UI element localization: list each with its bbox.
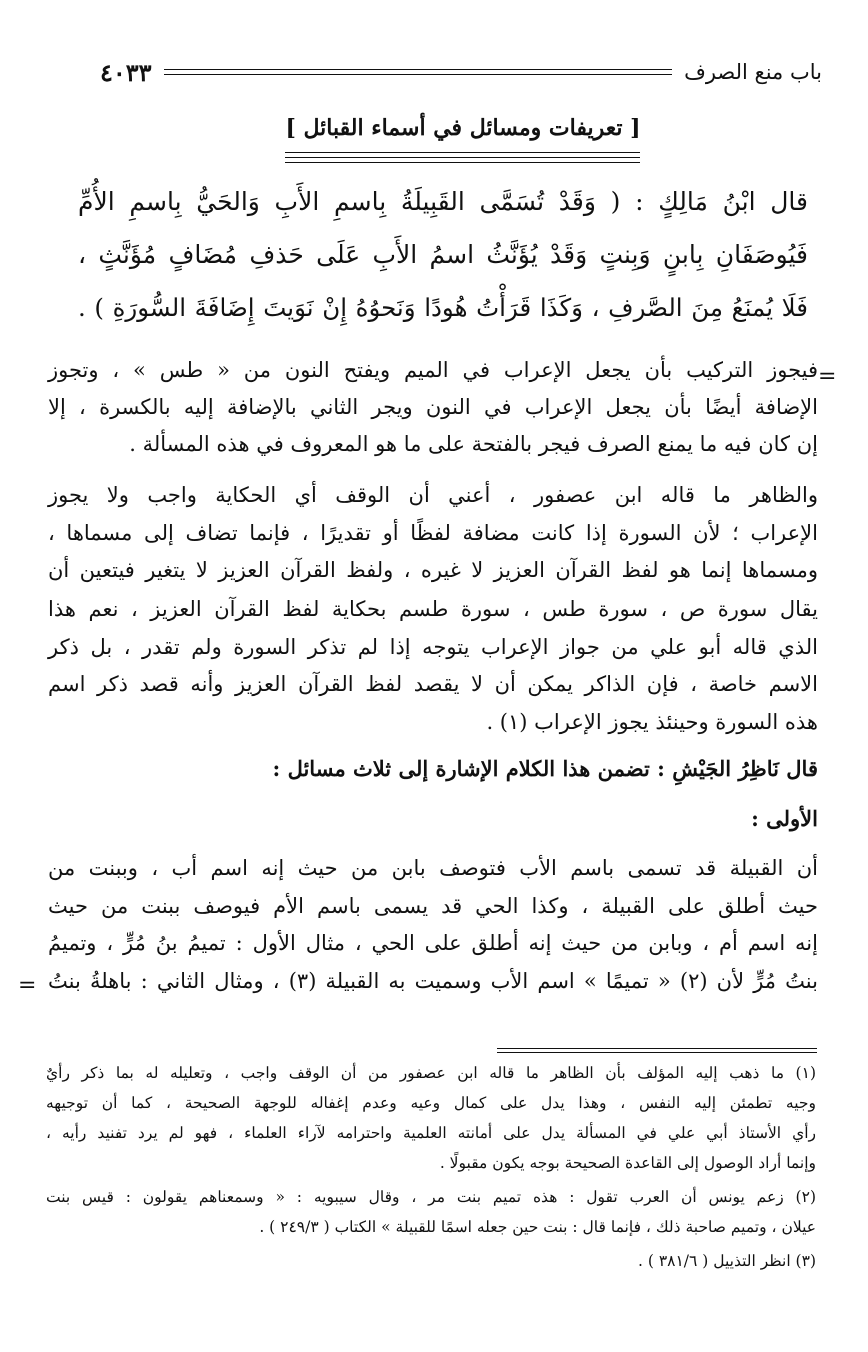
section-title-rule (285, 157, 640, 158)
body-line: بنتُ مُرٍّ لأن (٢) « تميمًا » اسم الأب وسميت به القبيلة (٣) ، ومثال الثاني : باهلةُ بنتُ (48, 969, 818, 993)
body-line: الذي قاله أبو علي من جواز الإعراب يتوجه إذا لم تذكر السورة ولم تقدر ، بل ذكر (48, 635, 818, 659)
body-line: الإضافة أيضًا بأن يجعل الإعراب في النون ويجر الثاني بالإضافة إليه بالكسرة ، إلا (48, 395, 818, 419)
footnote-line: (٣) انظر التذييل ( ٣٨١/٦ ) . (637, 1252, 816, 1270)
verse-line: فَيُوصَفَانِ بِابنٍ وَبِنتٍ وَقَدْ يُؤَنَّثُ اسمُ الأَبِ عَلَى حَذفِ مُضَافٍ مُؤَنَّثٍ ، (78, 240, 808, 269)
body-line: إن كان فيه ما يمنع الصرف فيجر بالفتحة على ما هو المعروف في هذه المسألة . (129, 432, 818, 456)
body-line: هذه السورة وحينئذ يجوز الإعراب (١) . (486, 710, 818, 734)
body-line: الإعراب ؛ لأن السورة إذا كانت مضافة لفظًا أو تقديرًا ، فإنما تضاف إلى مسماها ، (48, 521, 818, 545)
verse-line: قال ابْنُ مَالِكٍ : ( وَقَدْ تُسَمَّى القَبِيلَةُ بِاسمِ الأَبِ وَالحَيُّ بِاسمِ الأُمِّ (78, 187, 808, 216)
chapter-title: باب منع الصرف (684, 60, 822, 84)
footnote-line: وإنما أراد الوصول إلى القاعدة الصحيحة بوجه يكون مقبولًا . (439, 1154, 816, 1172)
footnote-line: رأي الأستاذ أبي علي في المسألة يدل على أمانته العلمية واحترامه لآراء العلماء ، فهو لم يرد تفنيد رأيه ، (46, 1124, 816, 1142)
continuation-mark: = (18, 973, 37, 998)
body-line: إنه اسم أم ، وبابن من حيث إنه أطلق على الحي ، مثال الأول : تميمُ بنُ مُرٍّ ، وتميمُ (48, 931, 818, 955)
footnote-separator (497, 1048, 817, 1053)
body-line: أن القبيلة قد تسمى باسم الأب فتوصف بابن من حيث إنه اسم أب ، وببنت من (48, 856, 818, 880)
running-header (100, 56, 822, 88)
footnote-line: (٢) زعم يونس أن العرب تقول : هذه تميم بنت مر ، وقال سيبويه : « وسمعناهم يقولون : قيس بنت (46, 1188, 816, 1206)
section-title-rule (285, 152, 640, 153)
section-title: [ تعريفات ومسائل في أسماء القبائل ] (285, 115, 641, 141)
body-line: والظاهر ما قاله ابن عصفور ، أعني أن الوقف أي الحكاية واجب ولا يجوز (48, 483, 818, 507)
body-line: حيث أطلق على القبيلة ، وكذا الحي قد يسمى باسم الأم فيوصف ببنت من حيث (48, 894, 818, 918)
section-title-rule (285, 162, 640, 163)
first-heading: الأولى : (751, 806, 818, 831)
footnote-line: وجيه تطمئن إليه النفس ، وهذا يدل على كمال وعيه وعدم إغفاله للوجهة الصحيحة ، كما أن توجيهه (46, 1094, 816, 1112)
continuation-mark: = (818, 364, 837, 389)
body-line: ومسماها إنما هو لفظ القرآن العزيز لا غيره ، ولفظ القرآن العزيز لا يتغير فيتعين أن (48, 558, 818, 582)
nazir-line: قال نَاظِرُ الجَيْشِ : تضمن هذا الكلام الإشارة إلى ثلاث مسائل : (272, 756, 818, 781)
verse-line: فَلَا يُمنَعُ مِنَ الصَّرفِ ، وَكَذَا قَرَأْتُ هُودًا وَنَحوُهُ إِنْ نَوَيتَ إِضَافَةَ السُّورَةِ ) . (78, 293, 808, 322)
footnote-line: عيلان ، وتميم صاحبة ذلك ، فإنما قال : بنت حين جعله اسمًا للقبيلة » الكتاب ( ٢٤٩/٣ ) . (259, 1218, 816, 1236)
body-line: يقال سورة ص ، سورة طس ، سورة طسم بحكاية لفظ القرآن العزيز ، نعم هذا (48, 597, 818, 621)
body-line: الاسم خاصة ، فإن الذاكر يمكن أن لا يقصد لفظ القرآن العزيز وأنه قصد ذكر اسم (48, 672, 818, 696)
body-line: فيجوز التركيب بأن يجعل الإعراب في الميم ويفتح النون من « طس » ، وتجوز (48, 358, 818, 382)
page-number: ٤٠٣٣ (100, 57, 152, 87)
footnote-line: (١) ما ذهب إليه المؤلف بأن الظاهر ما قاله ابن عصفور من أن الوقف واجب ، وتعليله له بما ذكر رأيٌ (46, 1064, 816, 1082)
header-rule (164, 69, 673, 75)
